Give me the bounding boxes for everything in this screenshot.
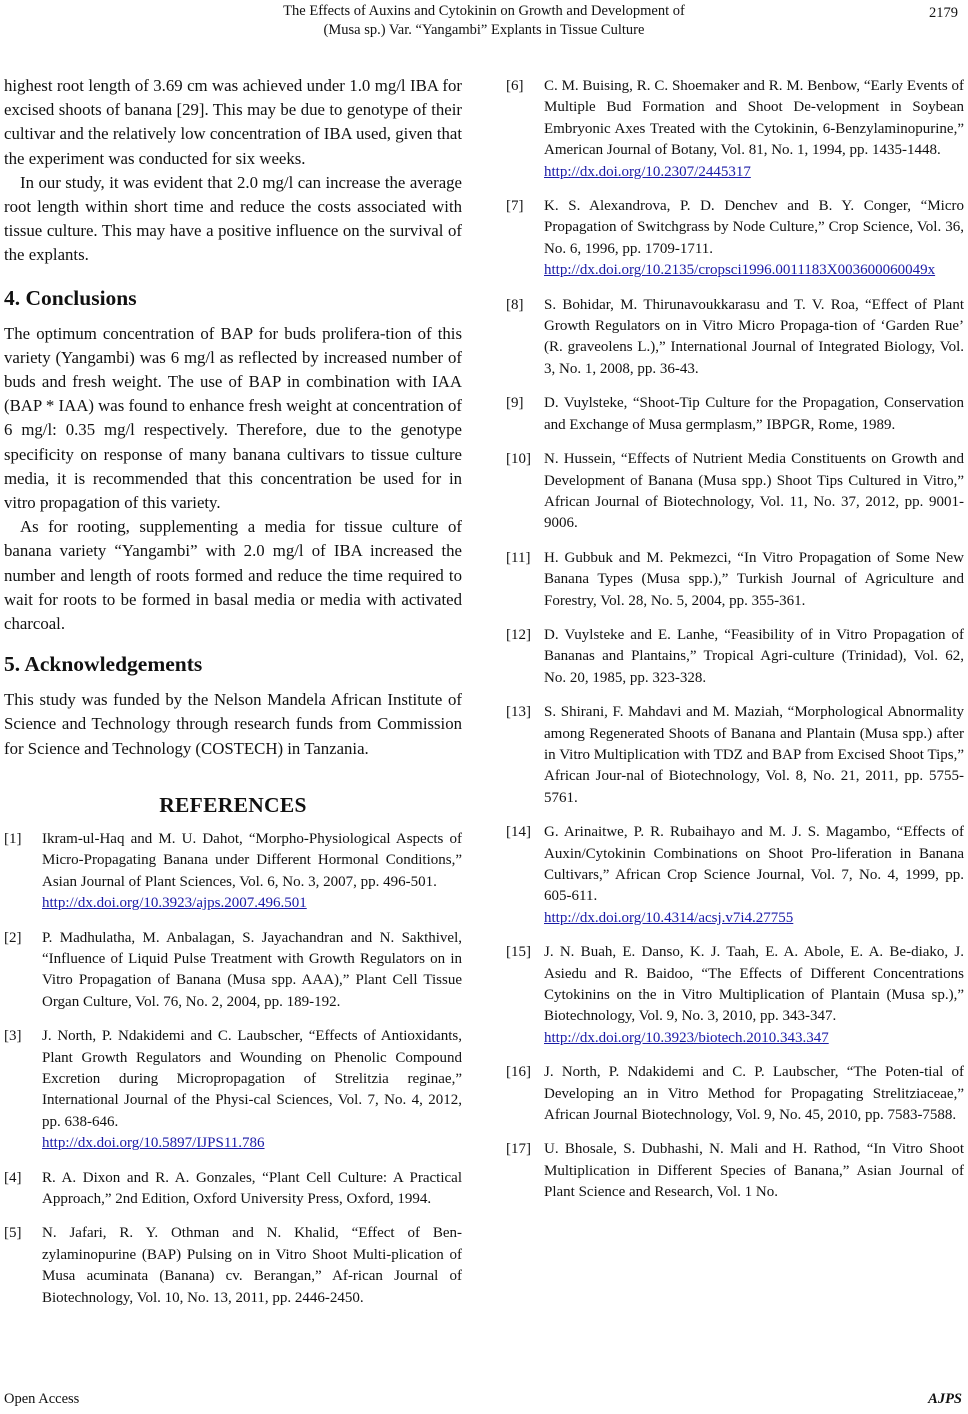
footer-journal-abbrev: AJPS — [928, 1391, 962, 1407]
reference-item — [506, 625, 964, 689]
reference-doi-link[interactable]: http://dx.doi.org/10.3923/biotech.2010.343.347 — [544, 1029, 829, 1046]
reference-number: [15] — [506, 944, 531, 961]
reference-item — [506, 822, 964, 929]
reference-text: S. Shirani, F. Mahdavi and M. Maziah, “Morphological Abnormality among Regenerated Shoots of Banana and Plantain (Musa spp.) after in Vitro Multiplication with TDZ and BAP from Excised Shoot Tips,” African Jour-nal of Biotechnology, Vol. 8, No. 21, 2011, pp. 5755-5761. — [544, 704, 964, 806]
reference-text: D. Vuylsteke, “Shoot-Tip Culture for the Propagation, Conservation and Exchange of Musa germplasm,” IBPGR, Rome, 1989. — [544, 395, 964, 433]
reference-doi-link[interactable]: http://dx.doi.org/10.4314/acsj.v7i4.27755 — [544, 909, 794, 926]
reference-text: N. Hussein, “Effects of Nutrient Media Constituents on Growth and Development of Banana (Musa spp.) Shoot Tips Cultured in Vitro,” African Journal of Biotechnology, Vol. 11, No. 37, 2012, pp. 9001-9006. — [544, 451, 964, 532]
reference-text: K. S. Alexandrova, P. D. Denchev and B. Y. Conger, “Micro Propagation of Switchgrass by Node Culture,” Crop Science, Vol. 36, No. 6, 1996, pp. 1709-1711. — [544, 198, 964, 257]
reference-item — [506, 942, 964, 1049]
reference-item — [506, 449, 964, 535]
reference-text: Ikram-ul-Haq and M. U. Dahot, “Morpho-Physiological Aspects of Micro-Propagating Banana under Different Hormonal Conditions,” Asian Journal of Plant Sciences, Vol. 6, No. 3, 2007, pp. 496-501. — [42, 830, 462, 890]
reference-doi-link[interactable]: http://dx.doi.org/10.3923/ajps.2007.496.501 — [42, 895, 307, 912]
left-column — [4, 74, 462, 1322]
reference-text: S. Bohidar, M. Thirunavoukkarasu and T. V. Roa, “Effect of Plant Growth Regulators on in Vitro Micro Propaga-tion of ‘Garden Rue’ (R. graveolens L.),” International Journal of Integrated Biology, Vol. 3, No. 1, 2008, pp. 36-43. — [544, 296, 964, 377]
acknowledgements-heading: 5. Acknowledgements — [4, 652, 203, 677]
reference-doi-link[interactable]: http://dx.doi.org/10.2135/cropsci1996.0011183X003600060049x — [544, 262, 936, 279]
reference-item — [506, 76, 964, 183]
right-column — [506, 76, 964, 1217]
reference-text: C. M. Buising, R. C. Shoemaker and R. M. Benbow, “Early Events of Multiple Bud Formation and Shoot De-velopment in Soybean Embryonic Axes Treated with the Cytokinin, 6-Benzylaminopurine,” American Journal of Botany, Vol. 81, No. 1, 1994, pp. 1435-1448. — [544, 78, 964, 159]
reference-text: U. Bhosale, S. Dubhashi, N. Mali and H. Rathod, “In Vitro Shoot Multiplication in Different Species of Banana,” Asian Journal of Plant Science and Research, Vol. 1 No. — [544, 1141, 964, 1201]
acknowledgements-paragraph: This study was funded by the Nelson Mandela African Institute of Science and Technology through research funds from Commission for Science and Technology (COSTECH) in Tanzania. — [4, 690, 462, 758]
conclusions-heading: 4. Conclusions — [4, 285, 137, 310]
reference-item — [506, 702, 964, 809]
reference-number: [5] — [4, 1225, 22, 1242]
reference-text: H. Gubbuk and M. Pekmezci, “In Vitro Propagation of Some New Banana Types (Musa spp.),” Turkish Journal of Agriculture and Forestry, Vol. 28, No. 5, 2004, pp. 355-361. — [544, 549, 964, 609]
footer-open-access: Open Access — [4, 1391, 80, 1407]
reference-text: D. Vuylsteke and E. Lanhe, “Feasibility of in Vitro Propagation of Bananas and Plantains,” Tropical Agri-culture (Trinidad), Vol. 62, No. 20, 1985, pp. 323-328. — [544, 626, 964, 686]
reference-item — [4, 829, 462, 915]
reference-number: [2] — [4, 929, 22, 946]
references-list-left — [4, 829, 462, 1309]
reference-number: [7] — [506, 198, 524, 215]
reference-text: J. N. Buah, E. Danso, K. J. Taah, E. A. Abole, E. A. Be-diako, J. Asiedu and R. Baidoo, “The Effects of Different Concentrations Cytokinins on the in Vitro Multiplication of Plantain (Musa sp.),” Biotechnology, Vol. 9, No. 3, 2010, pp. 343-347. — [544, 944, 964, 1025]
reference-item — [506, 295, 964, 381]
reference-item — [506, 1062, 964, 1126]
reference-item — [4, 1168, 462, 1211]
page-number: 2179 — [929, 5, 958, 21]
reference-item — [506, 548, 964, 612]
reference-item — [506, 393, 964, 436]
reference-item — [506, 1139, 964, 1203]
reference-doi-link[interactable]: http://dx.doi.org/10.5897/IJPS11.786 — [42, 1135, 265, 1152]
running-title-line2: (Musa sp.) Var. “Yangambi” Explants in Tissue Culture — [323, 22, 645, 38]
reference-number: [10] — [506, 451, 531, 468]
reference-number: [1] — [4, 830, 22, 847]
reference-number: [4] — [4, 1169, 22, 1186]
running-header — [0, 2, 968, 40]
body-paragraph-1: highest root length of 3.69 cm was achieved under 1.0 mg/l IBA for excised shoots of banana [29]. This may be due to genotype of their cultivar and the relatively low concentration of IBA used, given that the experiment was conducted for six weeks. — [4, 76, 462, 168]
conclusions-paragraph-2: As for rooting, supplementing a media for tissue culture of banana variety “Yangambi” with 2.0 mg/l of IBA increased the number and length of roots formed and reduce the time required to wait for roots to be formed in basal media or media with activated charcoal. — [4, 517, 462, 634]
reference-number: [11] — [506, 549, 531, 566]
reference-number: [13] — [506, 704, 531, 721]
reference-doi-link[interactable]: http://dx.doi.org/10.2307/2445317 — [544, 163, 751, 180]
reference-number: [16] — [506, 1064, 531, 1081]
references-list-right — [506, 76, 964, 1204]
reference-number: [6] — [506, 78, 524, 94]
reference-item — [506, 196, 964, 282]
running-title-line1: The Effects of Auxins and Cytokinin on Growth and Development of — [283, 3, 685, 19]
reference-number: [9] — [506, 395, 524, 412]
references-heading: REFERENCES — [159, 792, 307, 817]
reference-number: [12] — [506, 626, 531, 643]
reference-text: P. Madhulatha, M. Anbalagan, S. Jayachandran and N. Sakthivel, “Influence of Liquid Pulse Treatment with Growth Regulators on in Vitro Propagation of Banana (Musa spp. AAA),” Plant Cell Tissue Organ Culture, Vol. 76, No. 2, 2004, pp. 189-192. — [42, 929, 462, 1010]
reference-item — [4, 1223, 462, 1309]
reference-text: G. Arinaitwe, P. R. Rubaihayo and M. J. S. Magambo, “Effects of Auxin/Cytokinin Combinations on Shoot Pro-liferation in Banana Cultivars,” African Crop Science Journal, Vol. 7, No. 4, 1999, pp. 605-611. — [544, 824, 964, 905]
reference-item — [4, 928, 462, 1014]
reference-text: J. North, P. Ndakidemi and C. Laubscher, “Effects of Antioxidants, Plant Growth Regulators and Wounding on Phenolic Compound Excretion during Micropropagation of Strelitzia reginae,” International Journal of the Physi-cal Sciences, Vol. 7, No. 4, 2012, pp. 638-646. — [42, 1028, 462, 1130]
reference-item — [4, 1026, 462, 1154]
reference-number: [14] — [506, 824, 531, 841]
body-paragraph-2: In our study, it was evident that 2.0 mg/l can increase the average root length within short time and reduce the costs associated with tissue culture. This may have a positive influence on the survival of the explants. — [4, 172, 462, 265]
reference-number: [8] — [506, 296, 524, 313]
conclusions-paragraph-1: The optimum concentration of BAP for buds prolifera-tion of this variety (Yangambi) was 6 mg/l as reflected by increased number of buds and fresh weight. The use of BAP in combination with IAA (BAP * IAA) was found to enhance fresh weight at concentration of 6 mg/l: 0.35 mg/l respectively. Therefore, due to the genotype specificity on response of many banana cultivars to tissue culture media, it is recommended that this concentration be used for in vitro propagation of this variety. — [4, 323, 462, 513]
reference-text: J. North, P. Ndakidemi and C. P. Laubscher, “The Poten-tial of Developing an in Vitro Method for Propagating Strelitziaceae,” African Journal Biotechnology, Vol. 9, No. 45, 2010, pp. 7583-7588. — [544, 1064, 964, 1124]
reference-text: N. Jafari, R. Y. Othman and N. Khalid, “Effect of Ben-zylaminopurine (BAP) Pulsing on in Vitro Shoot Multi-plication of Musa acuminata (Banana) cv. Berangan,” Af-rican Journal of Biotechnology, Vol. 10, No. 13, 2011, pp. 2446-2450. — [42, 1225, 462, 1306]
reference-number: [17] — [506, 1141, 531, 1158]
reference-number: [3] — [4, 1028, 22, 1045]
reference-text: R. A. Dixon and R. A. Gonzales, “Plant Cell Culture: A Practical Approach,” 2nd Edition, Oxford University Press, Oxford, 1994. — [42, 1169, 462, 1207]
